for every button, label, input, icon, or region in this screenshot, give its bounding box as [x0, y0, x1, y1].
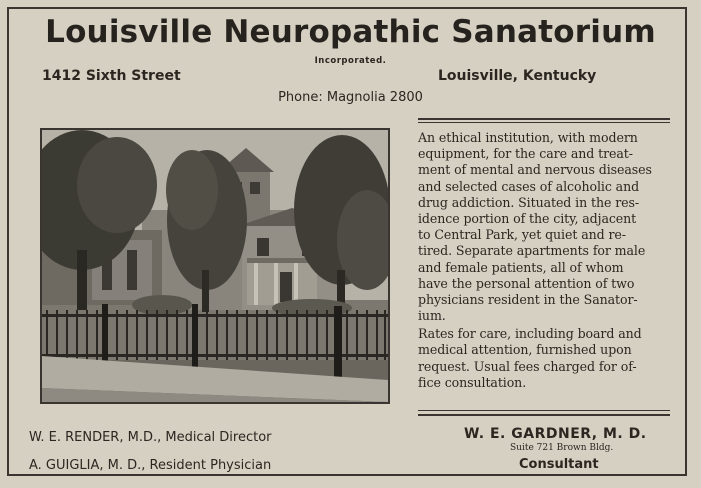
desc-line: and female patients, all of whom — [418, 259, 624, 275]
desc-line: equipment, for the care and treat- — [418, 146, 633, 162]
medical-director: W. E. RENDER, M.D., Medical Director — [29, 430, 272, 445]
consultant-role: Consultant — [519, 457, 599, 472]
desc-line: to Central Park, yet quiet and re- — [418, 227, 626, 243]
desc-line: Rates for care, including board and — [418, 326, 642, 342]
desc-line: ium. — [418, 308, 446, 324]
desc-line: An ethical institution, with modern — [418, 130, 638, 145]
consultant-address: Suite 721 Brown Bldg. — [510, 443, 614, 453]
desc-line: physicians resident in the Sanator- — [418, 291, 638, 307]
desc-line: idence portion of the city, adjacent — [418, 210, 637, 226]
desc-line: and selected cases of alcoholic and — [418, 178, 640, 194]
desc-line: ment of mental and nervous diseases — [418, 162, 652, 178]
street-address: 1412 Sixth Street — [42, 68, 181, 84]
city-state: Louisville, Kentucky — [438, 68, 597, 84]
desc-line: fice consultation. — [418, 374, 527, 390]
desc-line: have the personal attention of two — [418, 275, 635, 291]
rule-top — [418, 118, 670, 120]
rule-bottom-thin — [418, 410, 670, 411]
sanatorium-photo — [40, 128, 390, 404]
rule-bottom — [418, 414, 670, 416]
desc-line: request. Usual fees charged for of- — [418, 358, 637, 374]
phone-number: Phone: Magnolia 2800 — [278, 90, 423, 105]
desc-line: medical attention, furnished upon — [418, 342, 632, 358]
desc-line: tired. Separate apartments for male — [418, 243, 646, 259]
description-text — [418, 130, 674, 391]
page-title: Louisville Neuropathic Sanatorium — [45, 14, 656, 50]
rule-top-thin — [418, 122, 670, 123]
resident-physician: A. GUIGLIA, M. D., Resident Physician — [29, 458, 272, 473]
building-illustration — [42, 130, 388, 402]
incorporated-label: Incorporated. — [314, 56, 387, 66]
desc-line: drug addiction. Situated in the res- — [418, 194, 640, 210]
consultant-name: W. E. GARDNER, M. D. — [464, 426, 647, 442]
